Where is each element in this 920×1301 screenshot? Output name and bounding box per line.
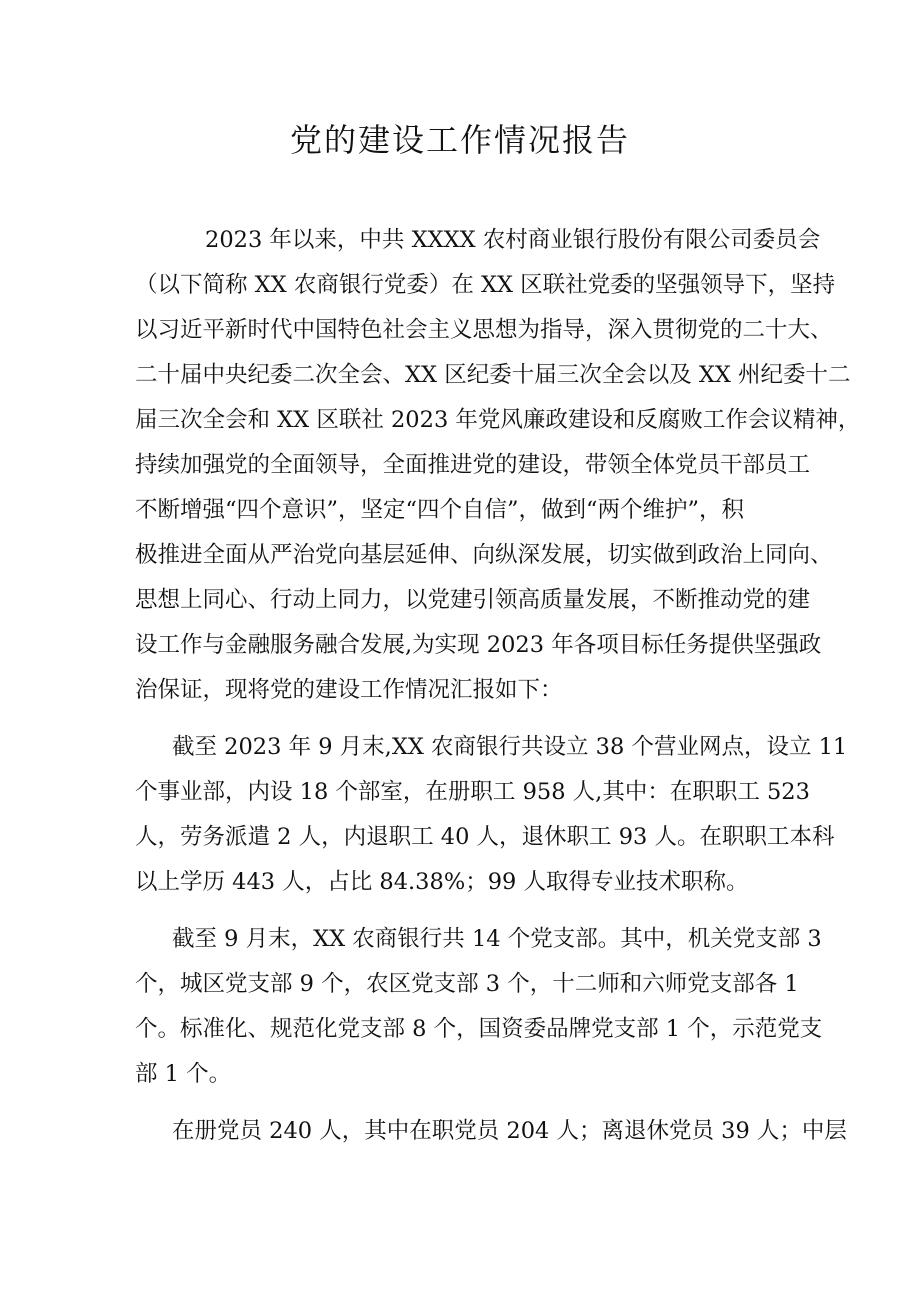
paragraph-1-line-7: 不断增强“四个意识”，坚定“四个自信”，做到“两个维护”，积 (135, 497, 745, 523)
paragraph-1-line-2: （以下简称 XX 农商银行党委）在 XX 区联社党委的坚强领导下，坚持 (135, 272, 836, 298)
paragraph-1-line-3: 以习近平新时代中国特色社会主义思想为指导，深入贯彻党的二十大、 (135, 317, 833, 343)
paragraph-1-line-9: 思想上同心、行动上同力，以党建引领高质量发展，不断推动党的建 (135, 587, 811, 613)
paragraph-1-line-5: 届三次全会和 XX 区联社 2023 年党风廉政建设和反腐败工作会议精神， (135, 407, 861, 433)
paragraph-3-line-1: 截至 9 月末，XX 农商银行共 14 个党支部。其中，机关党支部 3 (172, 926, 822, 952)
paragraph-1-line-1: 2023 年以来，中共 XXXX 农村商业银行股份有限公司委员会 (205, 227, 821, 253)
page-title: 党的建设工作情况报告 (289, 121, 630, 159)
paragraph-1-line-11: 治保证，现将党的建设工作情况汇报如下： (135, 677, 563, 703)
paragraph-2-line-3: 人，劳务派遣 2 人，内退职工 40 人，退休职工 93 人。在职职工本科 (135, 824, 835, 850)
paragraph-2-line-2: 个事业部，内设 18 个部室，在册职工 958 人,其中：在职职工 523 (135, 779, 810, 805)
paragraph-1-line-6: 持续加强党的全面领导，全面推进党的建设，带领全体党员干部员工 (135, 452, 811, 478)
paragraph-3-line-4: 部 1 个。 (135, 1061, 232, 1087)
paragraph-4-line-1: 在册党员 240 人，其中在职党员 204 人；离退休党员 39 人；中层 (172, 1118, 847, 1144)
paragraph-1-line-4: 二十届中央纪委二次全会、XX 区纪委十届三次全会以及 XX 州纪委十二 (135, 362, 851, 388)
paragraph-2-line-1: 截至 2023 年 9 月末,XX 农商银行共设立 38 个营业网点，设立 11 (172, 734, 848, 760)
paragraph-3-line-2: 个，城区党支部 9 个，农区党支部 3 个，十二师和六师党支部各 1 (135, 971, 799, 997)
paragraph-3-line-3: 个。标准化、规范化党支部 8 个，国资委品牌党支部 1 个，示范党支 (135, 1016, 823, 1042)
paragraph-1-line-10: 设工作与金融服务融合发展,为实现 2023 年各项目标任务提供坚强政 (135, 632, 822, 658)
paragraph-2-line-4: 以上学历 443 人，占比 84.38%；99 人取得专业技术职称。 (135, 869, 749, 895)
paragraph-1-line-8: 极推进全面从严治党向基层延伸、向纵深发展，切实做到政治上同向、 (135, 542, 833, 568)
